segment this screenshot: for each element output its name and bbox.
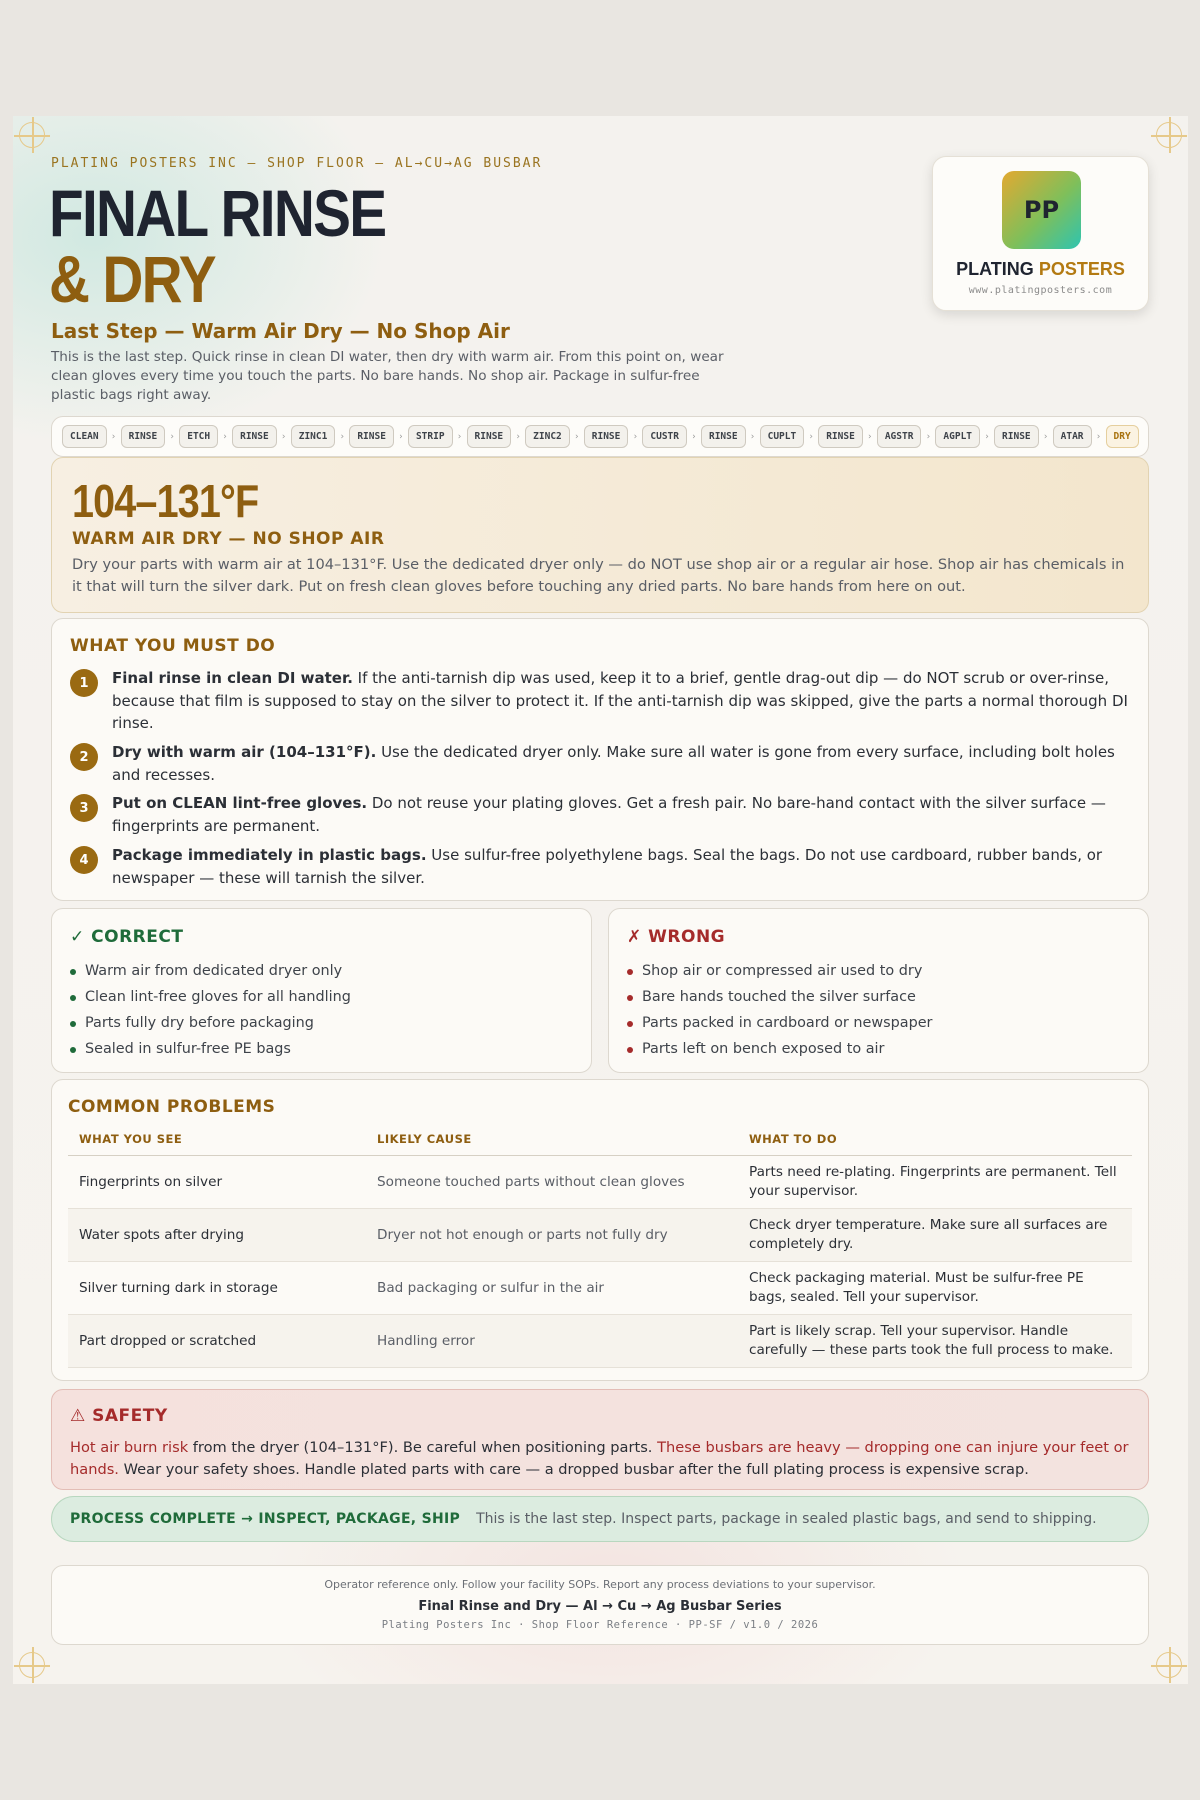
list-item: Clean lint-free gloves for all handling <box>70 984 351 1010</box>
process-step-chip: RINSE <box>349 425 394 448</box>
registration-mark-icon <box>19 1652 45 1678</box>
list-item: Parts left on bench exposed to air <box>627 1036 932 1062</box>
table-cell: Fingerprints on silver <box>68 1156 366 1209</box>
process-complete-banner <box>51 1496 1149 1542</box>
table-cell: Someone touched parts without clean gloves <box>366 1156 738 1209</box>
step-arrow-icon: › <box>633 431 638 442</box>
step-arrow-icon: › <box>985 431 989 442</box>
step-body-text: Do not reuse your plating gloves. Get a fresh pair. No bare-hand contact with the silver surface — fingerprints are permanent. <box>112 794 1106 835</box>
complete-label: PROCESS COMPLETE → INSPECT, PACKAGE, SHIP <box>70 1511 461 1527</box>
poster <box>13 116 1188 1684</box>
common-problems-card <box>51 1079 1149 1381</box>
step-number-badge: 2 <box>70 743 98 771</box>
table-row <box>68 1156 1132 1209</box>
step-body-text: Use the dedicated dryer only. Make sure all water is gone from every surface, including bolt holes and recesses. <box>112 743 1115 784</box>
step-text <box>112 792 1130 837</box>
step-arrow-icon: › <box>516 431 520 442</box>
list-item: Parts fully dry before packaging <box>70 1010 351 1036</box>
registration-mark-icon <box>19 122 45 148</box>
process-step-chip: AGSTR <box>877 425 922 448</box>
complete-text: This is the last step. Inspect parts, package in sealed plastic bags, and send to shipping. <box>476 1511 1097 1527</box>
problems-heading: COMMON PROBLEMS <box>68 1097 276 1117</box>
process-step-chip: ZINC2 <box>525 425 570 448</box>
must-do-heading: WHAT YOU MUST DO <box>70 636 276 656</box>
hero-temperature: 104–131°F <box>72 475 259 527</box>
must-do-step <box>70 741 1130 786</box>
process-step-chip: RINSE <box>232 425 277 448</box>
wrong-heading: ✗ WRONG <box>627 927 726 947</box>
must-do-card <box>51 618 1149 901</box>
safety-heading: ⚠ SAFETY <box>70 1406 168 1426</box>
step-arrow-icon: › <box>809 431 813 442</box>
step-text <box>112 667 1130 735</box>
list-item: Parts packed in cardboard or newspaper <box>627 1010 932 1036</box>
table-row <box>68 1209 1132 1262</box>
table-cell: Check dryer temperature. Make sure all surfaces are completely dry. <box>738 1209 1132 1262</box>
correct-heading: ✓ CORRECT <box>70 927 184 947</box>
footer-title: Final Rinse and Dry — Al → Cu → Ag Busbar Series <box>418 1599 782 1614</box>
logo-url: www.platingposters.com <box>968 285 1113 296</box>
step-bold-text: Package immediately in plastic bags. <box>112 846 427 864</box>
intro-text: This is the last step. Quick rinse in clean DI water, then dry with warm air. From this point on, wear clean gloves every time you touch the parts. No bare hands. No shop air. Package in sulfur-free plastic bags right away. <box>51 349 724 403</box>
list-item: Sealed in sulfur-free PE bags <box>70 1036 351 1062</box>
step-number-badge: 1 <box>70 669 98 697</box>
column-header: WHAT YOU SEE <box>68 1132 366 1156</box>
step-arrow-icon: › <box>1043 431 1048 442</box>
step-arrow-icon: › <box>868 431 872 442</box>
step-arrow-icon: › <box>170 431 175 442</box>
must-do-step <box>70 844 1130 889</box>
registration-mark-icon <box>1156 1652 1182 1678</box>
process-step-chip: RINSE <box>701 425 746 448</box>
table-cell: Water spots after drying <box>68 1209 366 1262</box>
table-cell: Dryer not hot enough or parts not fully dry <box>366 1209 738 1262</box>
step-arrow-icon: › <box>281 431 286 442</box>
wrong-list <box>627 958 932 1062</box>
step-text <box>112 741 1130 786</box>
process-step-chip: RINSE <box>467 425 512 448</box>
table-cell: Handling error <box>366 1315 738 1368</box>
process-step-chip: DRY <box>1106 425 1139 448</box>
page-title-line2: & DRY <box>49 242 215 316</box>
process-step-chip: RINSE <box>584 425 629 448</box>
step-arrow-icon: › <box>692 431 696 442</box>
wrong-card <box>608 908 1149 1073</box>
step-arrow-icon: › <box>223 431 227 442</box>
footer <box>51 1565 1149 1645</box>
table-row <box>68 1315 1132 1368</box>
column-header: LIKELY CAUSE <box>366 1132 738 1156</box>
logo-name <box>933 259 1148 280</box>
process-step-chip: CUSTR <box>642 425 687 448</box>
safety-card <box>51 1389 1149 1490</box>
step-bold-text: Final rinse in clean DI water. <box>112 669 353 687</box>
table-cell: Parts need re-plating. Fingerprints are permanent. Tell your supervisor. <box>738 1156 1132 1209</box>
process-step-chip: STRIP <box>408 425 453 448</box>
step-body-text: If the anti-tarnish dip was used, keep it to a brief, gentle drag-out dip — do NOT scrub or over-rinse, because that film is supposed to stay on the silver to protect it. If the anti-tarnish dip was skipped, give the parts a normal thorough DI rinse. <box>112 669 1128 732</box>
brand-logo-card <box>932 156 1149 311</box>
table-cell: Bad packaging or sulfur in the air <box>366 1262 738 1315</box>
table-cell: Part dropped or scratched <box>68 1315 366 1368</box>
step-arrow-icon: › <box>111 431 116 442</box>
step-bold-text: Put on CLEAN lint-free gloves. <box>112 794 368 812</box>
process-step-chip: ETCH <box>179 425 218 448</box>
step-number-badge: 4 <box>70 846 98 874</box>
safety-warning-text: Hot air burn risk <box>70 1439 189 1456</box>
registration-mark-icon <box>1156 122 1182 148</box>
process-step-bar <box>51 416 1149 457</box>
safety-text <box>70 1437 1130 1481</box>
correct-list <box>70 958 351 1062</box>
safety-warning-text: These busbars are heavy — dropping one can injure your feet or hands. <box>70 1439 1129 1478</box>
process-step-chip: RINSE <box>818 425 863 448</box>
step-arrow-icon: › <box>926 431 931 442</box>
step-arrow-icon: › <box>457 431 462 442</box>
table-row <box>68 1262 1132 1315</box>
list-item: Bare hands touched the silver surface <box>627 984 932 1010</box>
safety-body-text: Wear your safety shoes. Handle plated parts with care — a dropped busbar after the full plating process is expensive scrap. <box>118 1461 1029 1478</box>
table-cell: Check packaging material. Must be sulfur-free PE bags, sealed. Tell your supervisor. <box>738 1262 1132 1315</box>
logo-name-part2: POSTERS <box>1038 259 1125 279</box>
list-item: Warm air from dedicated dryer only <box>70 958 351 984</box>
process-step-chip: RINSE <box>121 425 166 448</box>
list-item: Shop air or compressed air used to dry <box>627 958 932 984</box>
safety-body-text: from the dryer (104–131°F). Be careful when positioning parts. <box>188 1439 658 1456</box>
process-step-chip: ATAR <box>1053 425 1092 448</box>
table-cell: Silver turning dark in storage <box>68 1262 366 1315</box>
process-step-chip: ZINC1 <box>291 425 336 448</box>
must-do-step <box>70 792 1130 837</box>
table-header-row <box>68 1132 1132 1156</box>
step-body-text: Use sulfur-free polyethylene bags. Seal the bags. Do not use cardboard, rubber bands, or newspaper — these will tarnish the silver. <box>112 846 1103 887</box>
step-text <box>112 844 1130 889</box>
step-bold-text: Dry with warm air (104–131°F). <box>112 743 377 761</box>
step-arrow-icon: › <box>750 431 755 442</box>
hero-label: WARM AIR DRY — NO SHOP AIR <box>72 529 385 549</box>
step-arrow-icon: › <box>399 431 403 442</box>
hero-panel <box>51 457 1149 613</box>
column-header: WHAT TO DO <box>738 1132 1132 1156</box>
table-cell: Part is likely scrap. Tell your supervisor. Handle carefully — these parts took the full process to make. <box>738 1315 1132 1368</box>
page-subtitle: Last Step — Warm Air Dry — No Shop Air <box>51 319 510 343</box>
correct-card <box>51 908 592 1073</box>
problems-table <box>68 1132 1132 1368</box>
page-title-line1: FINAL RINSE <box>49 176 386 250</box>
footer-disclaimer: Operator reference only. Follow your facility SOPs. Report any process deviations to your supervisor. <box>324 1578 876 1591</box>
process-step-chip: CLEAN <box>62 425 107 448</box>
hero-text: Dry your parts with warm air at 104–131°F. Use the dedicated dryer only — do NOT use shop air or a regular air hose. Shop air has chemicals in it that will turn the silver dark. Put on fresh clean gloves before touching any dried parts. No bare hands from here on out. <box>72 556 1125 595</box>
step-arrow-icon: › <box>574 431 579 442</box>
logo-name-part1: PLATING <box>956 259 1034 279</box>
footer-meta: Plating Posters Inc · Shop Floor Reference · PP-SF / v1.0 / 2026 <box>381 1619 819 1631</box>
process-step-chip: RINSE <box>994 425 1039 448</box>
step-number-badge: 3 <box>70 794 98 822</box>
kicker: PLATING POSTERS INC — SHOP FLOOR — AL→CU→AG BUSBAR <box>51 156 543 171</box>
logo-mark: PP <box>1002 171 1081 249</box>
process-step-chip: AGPLT <box>935 425 980 448</box>
must-do-step <box>70 667 1130 735</box>
step-arrow-icon: › <box>1096 431 1101 442</box>
process-step-chip: CUPLT <box>760 425 805 448</box>
step-arrow-icon: › <box>340 431 345 442</box>
